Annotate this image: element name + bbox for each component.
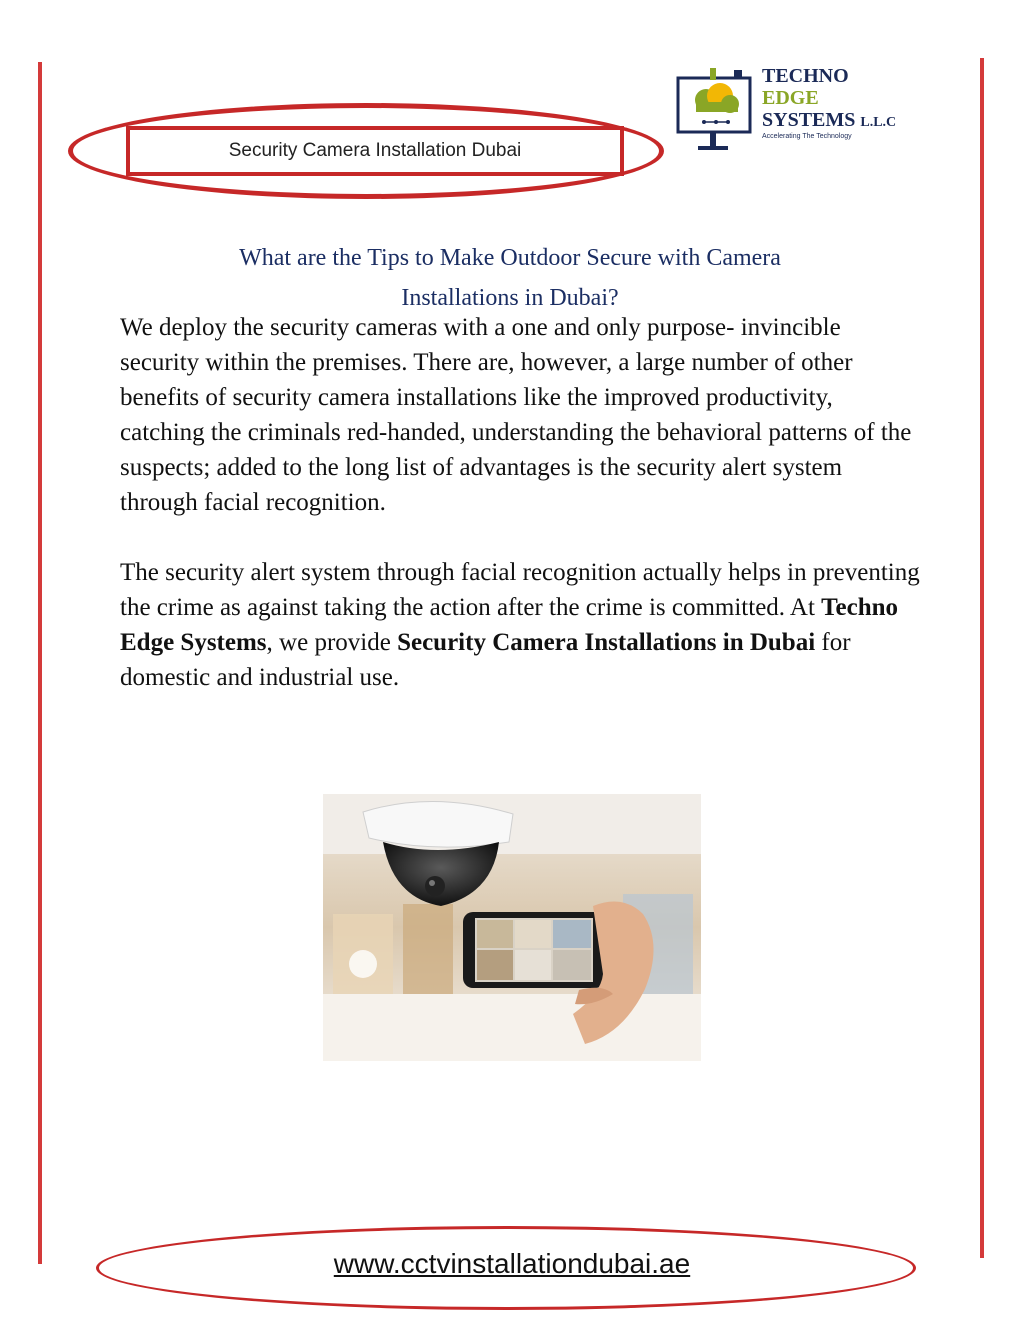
banner-label: Security Camera Installation Dubai <box>228 140 522 161</box>
security-camera-and-phone-icon <box>323 794 701 1061</box>
article-body <box>120 310 920 695</box>
logo-word-systems-text: SYSTEMS <box>762 109 856 131</box>
security-camera-photo <box>323 794 701 1061</box>
logo-suffix: L.L.C <box>860 115 897 130</box>
logo-word-systems <box>762 110 896 130</box>
paragraph-2-part-3: for domestic and industrial use. <box>120 629 851 691</box>
left-border-rule <box>38 62 42 1264</box>
banner-box <box>126 126 624 176</box>
article-heading <box>110 238 910 318</box>
paragraph-2-part-1: The security alert system through facial recognition actually helps in preventing the crime as against taking the action after the crime is committed. At <box>120 559 920 621</box>
paragraph-1: We deploy the security cameras with a one and only purpose- invincible security within the premises. There are, however, a large number of other benefits of security camera installations like the improved productivity, catching the criminals red-handed, understanding the behavioral patterns of the suspects; added to the long list of advantages is the security alert system through facial recognition. <box>120 314 912 516</box>
logo-tagline: Accelerating The Technology <box>762 133 852 140</box>
logo-icon <box>676 66 760 162</box>
heading-line-1: What are the Tips to Make Outdoor Secure with Camera <box>239 245 781 271</box>
service-name: Security Camera Installations in Dubai <box>397 629 816 656</box>
right-border-rule <box>980 58 984 1258</box>
logo-word-edge: EDGE <box>762 87 819 109</box>
brand-name: Techno Edge Systems <box>120 594 899 656</box>
heading-line-2: Installations in Dubai? <box>401 285 619 311</box>
logo-word-techno: TECHNO <box>762 65 849 87</box>
paragraph-2 <box>120 555 920 695</box>
company-logo <box>676 66 916 162</box>
paragraph-2-part-2: , we provide <box>266 629 398 656</box>
website-link[interactable]: www.cctvinstallationdubai.ae <box>333 1248 691 1279</box>
